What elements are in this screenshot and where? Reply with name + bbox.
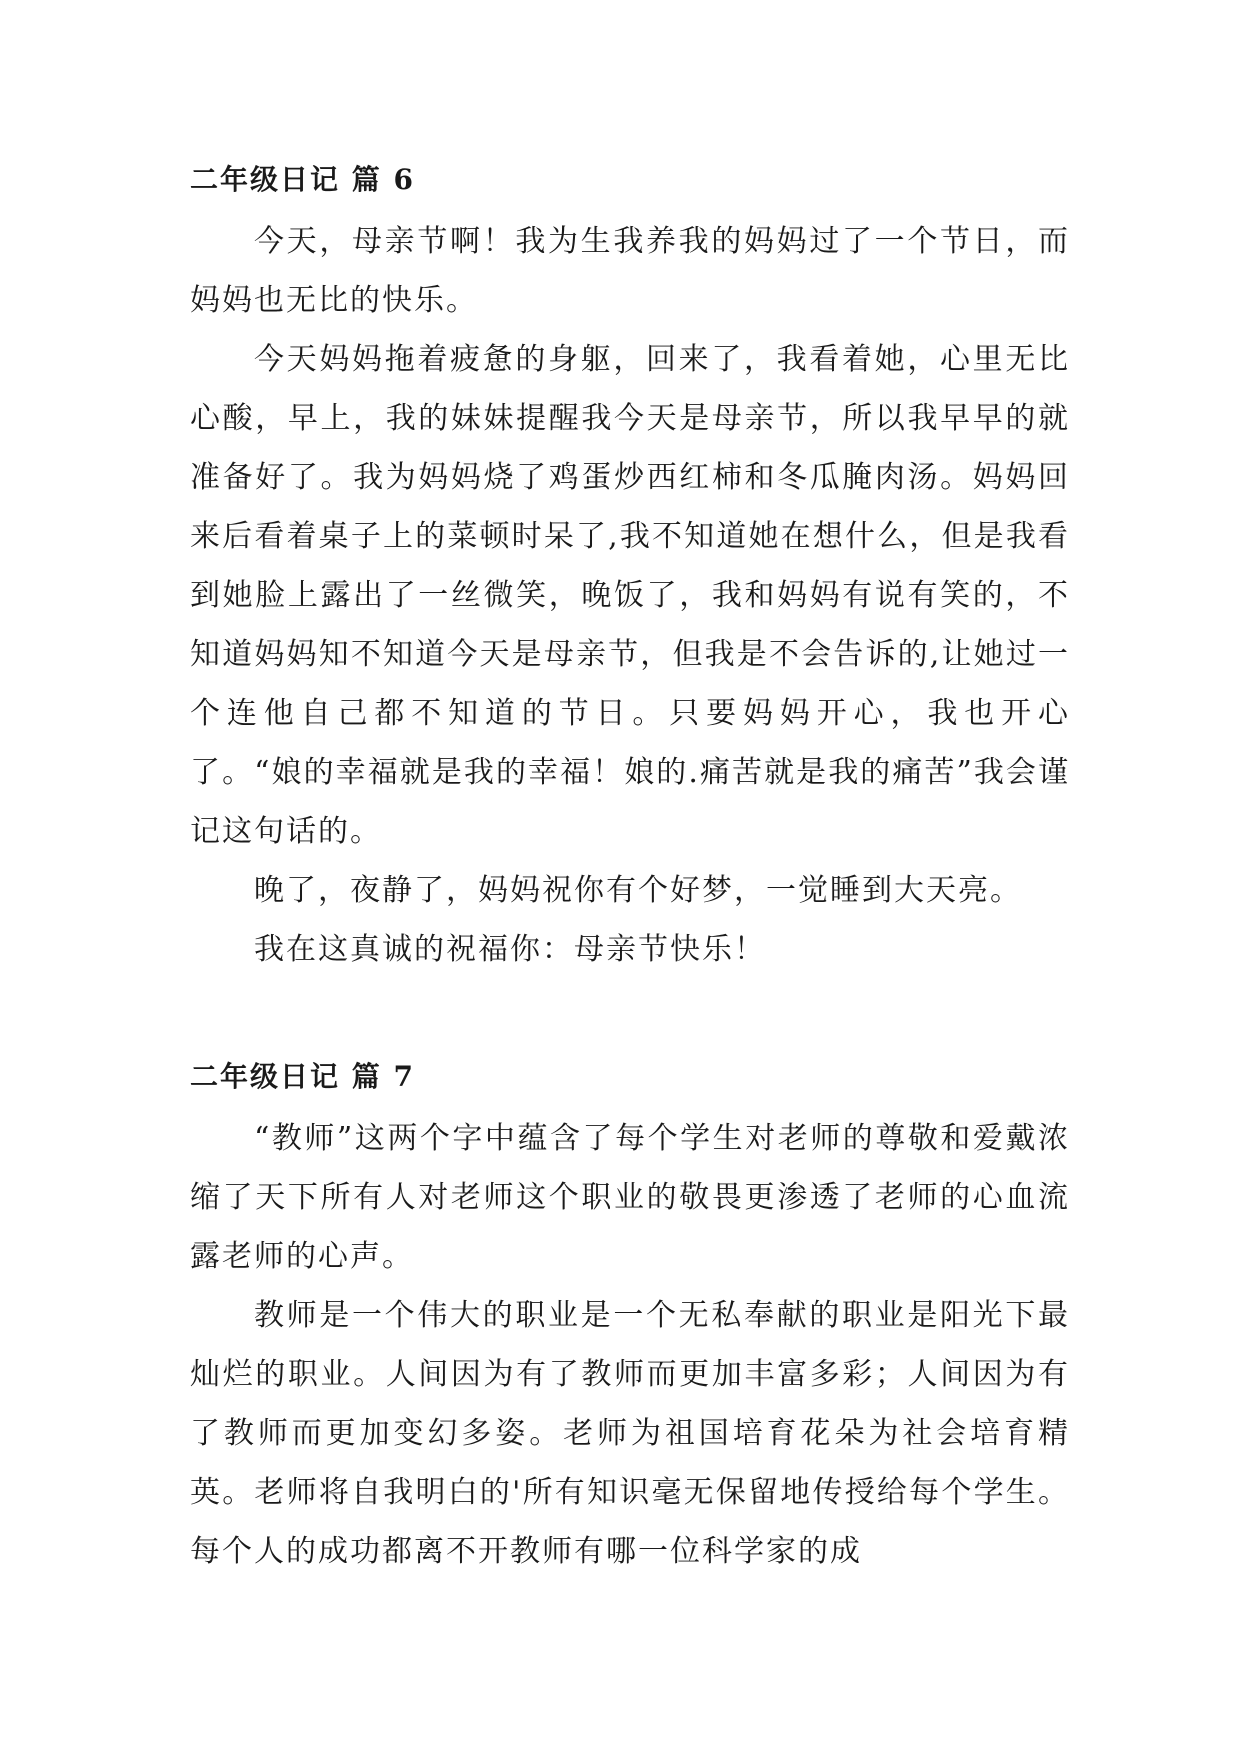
diary-section-6 bbox=[190, 160, 1070, 979]
paragraph: 教师是一个伟大的职业是一个无私奉献的职业是阳光下最灿烂的职业。人间因为有了教师而更加丰富多彩；人间因为有了教师而更加变幻多姿。老师为祖国培育花朵为社会培育精英。老师将自我明白的'所有知识毫无保留地传授给每个学生。每个人的成功都离不开教师有哪一位科学家的成 bbox=[190, 1298, 1070, 1569]
paragraph: 今天妈妈拖着疲惫的身躯，回来了，我看着她，心里无比心酸，早上，我的妹妹提醒我今天是母亲节，所以我早早的就准备好了。我为妈妈烧了鸡蛋炒西红柿和冬瓜腌肉汤。妈妈回来后看着桌子上的菜顿时呆了,我不知道她在想什么，但是我看到她脸上露出了一丝微笑，晚饭了，我和妈妈有说有笑的，不知道妈妈知不知道今天是母亲节，但我是不会告诉的,让她过一个连他自己都不知道的节日。只要妈妈开心，我也开心了。“娘的幸福就是我的幸福！娘的.痛苦就是我的痛苦”我会谨记这句话的。 bbox=[190, 342, 1070, 849]
section-heading: 二年级日记 篇 6 bbox=[190, 163, 415, 196]
paragraph: 我在这真诚的祝福你：母亲节快乐！ bbox=[254, 932, 766, 967]
document-page bbox=[190, 160, 1070, 1581]
paragraph: 晚了，夜静了，妈妈祝你有个好梦，一觉睡到大天亮。 bbox=[254, 873, 1022, 908]
paragraph: “教师”这两个字中蕴含了每个学生对老师的尊敬和爱戴浓缩了天下所有人对老师这个职业的敬畏更渗透了老师的心血流露老师的心声。 bbox=[190, 1121, 1070, 1274]
paragraph: 今天，母亲节啊！我为生我养我的妈妈过了一个节日，而妈妈也无比的快乐。 bbox=[190, 224, 1070, 318]
section-spacer bbox=[190, 979, 1070, 1057]
diary-section-7 bbox=[190, 1057, 1070, 1581]
section-heading: 二年级日记 篇 7 bbox=[190, 1060, 415, 1093]
